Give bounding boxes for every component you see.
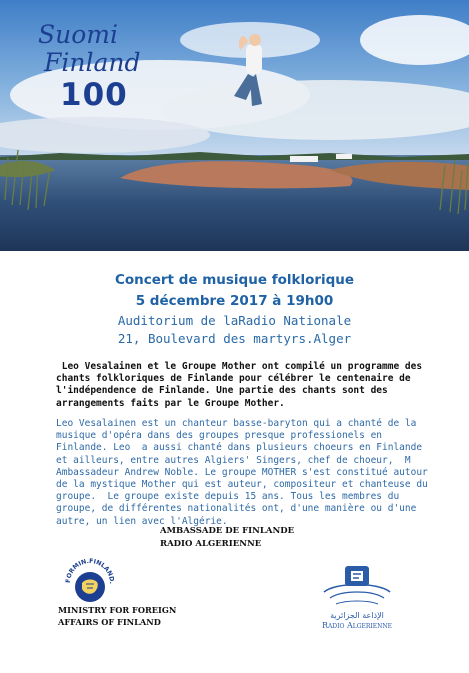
event-title: Concert de musique folklorique (114, 272, 355, 288)
intro-line: arrangements faits par le Groupe Mother. (56, 397, 285, 409)
intro-line: chants folkloriques de Finlande pour célébrer le centenaire de (56, 373, 411, 385)
bio-line: groupe. Le groupe existe depuis 15 ans. Tous les membres du (56, 491, 400, 503)
venue-line-1: Auditorium de laRadio Nationale (117, 313, 352, 328)
bio-line: Ambassadeur Andrew Noble. Le groupe MOTHER s'est constitué autour (56, 466, 428, 478)
intro-line: Leo Vesalainen et le Groupe Mother ont compilé un programme des (56, 361, 423, 372)
signature-embassy: AMBASSADE DE FINLANDE (160, 526, 295, 536)
bio-line: groupe, de différentes nationalités ont, d'une manière ou d'une (56, 503, 417, 515)
ministry-name-line-2: AFFAIRS OF FINLAND (58, 617, 161, 627)
radio-algerienne-logo-icon (318, 562, 396, 615)
intro-paragraph (56, 361, 428, 410)
event-date: 5 décembre 2017 à 19h00 (135, 293, 334, 309)
ministry-name-line-1: MINISTRY FOR FOREIGN (58, 605, 177, 615)
bio-line: autre, un lien avec l'Algérie. (56, 515, 228, 527)
signature-radio: RADIO ALGERIENNE (160, 539, 262, 549)
bio-line: Finlande. Leo a aussi chanté dans plusieurs choeurs en Finlande (56, 442, 423, 454)
bio-line: de la mystique Mother qui est auteur, compositeur et chanteuse du (56, 479, 428, 491)
bio-line: musique d'opéra dans des groupes presque professionels en (56, 430, 383, 442)
radio-name-arabic: الإذاعة الجزائرية (330, 611, 384, 620)
hero-photo (0, 0, 469, 251)
ministry-emblem-text: FORMIN.FINLAND. (64, 557, 116, 585)
radio-name-french: Radio Algerienne (321, 621, 393, 630)
intro-line: l'indépendence de Finlande. Une partie des chants sont des (56, 385, 388, 397)
bio-paragraph (56, 418, 428, 528)
bio-line: et ailleurs, entre autres Algiers' Singers, chef de choeur, M (56, 454, 411, 466)
logo-100-text: 100 (60, 77, 128, 113)
logo-suomi-text: Suomi (38, 20, 118, 49)
venue-line-2: 21, Boulevard des martyrs.Alger (117, 331, 352, 346)
logo-finland-text: Finland (44, 48, 141, 77)
ministry-lion-emblem-icon (60, 553, 120, 610)
bio-line: Leo Vesalainen est un chanteur basse-baryton qui a chanté de la (56, 418, 417, 429)
